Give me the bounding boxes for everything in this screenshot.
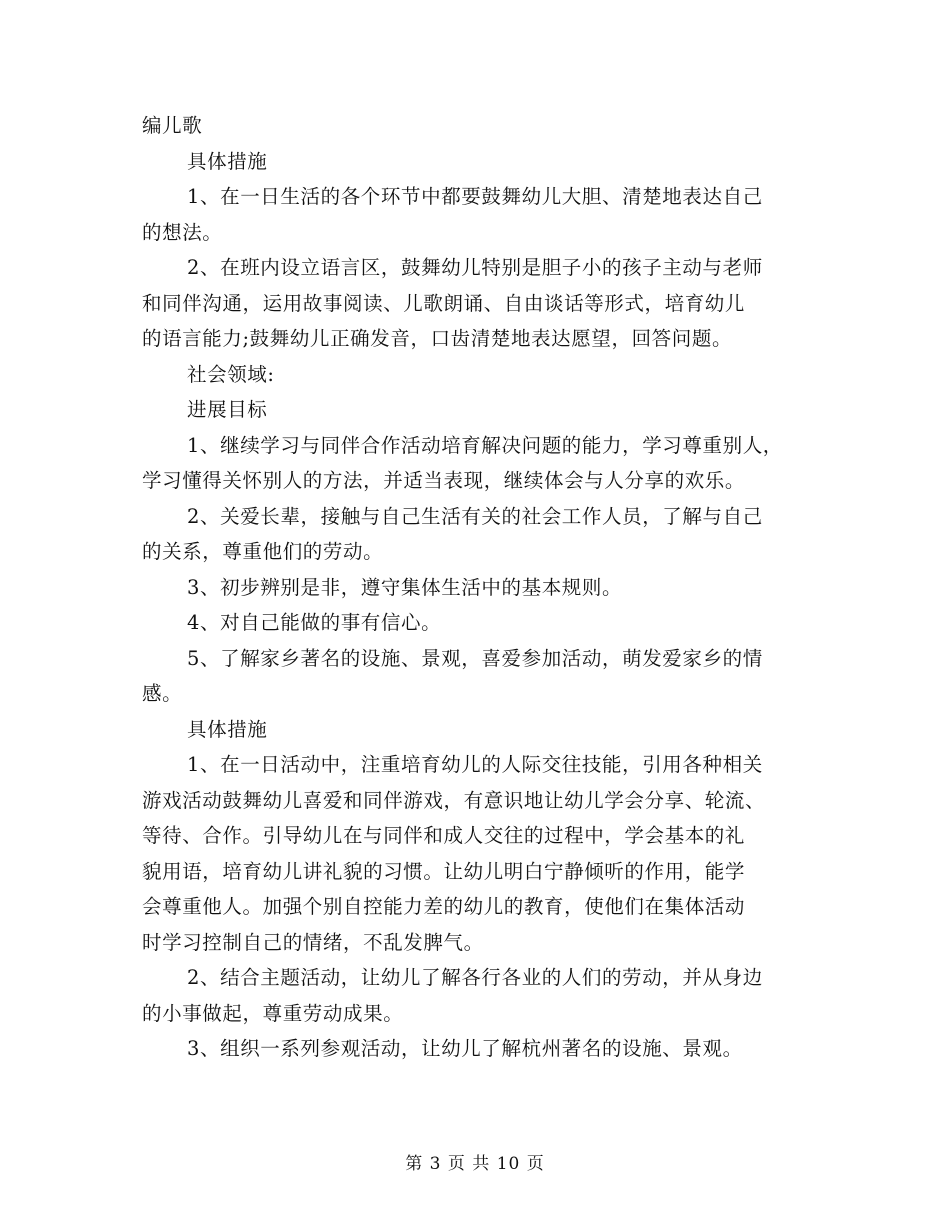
text-line: 感。: [142, 682, 183, 705]
text-line: 1、在一日活动中，注重培育幼儿的人际交往技能，引用各种相关: [187, 753, 763, 776]
text-line: 2、在班内设立语言区，鼓舞幼儿特别是胆子小的孩子主动与老师: [187, 256, 763, 279]
text-line: 编儿歌: [142, 114, 203, 137]
text-line: 貌用语，培育幼儿讲礼貌的习惯。让幼儿明白宁静倾听的作用，能学: [142, 859, 746, 883]
text-line: 游戏活动鼓舞幼儿喜爱和同伴游戏，有意识地让幼儿学会分享、轮流、: [142, 788, 766, 812]
text-line: 等待、合作。引导幼儿在与同伴和成人交往的过程中，学会基本的礼: [142, 824, 746, 847]
text-line: 3、组织一系列参观活动，让幼儿了解杭州著名的设施、景观。: [187, 1037, 743, 1060]
text-line: 学习懂得关怀别人的方法，并适当表现，继续体会与人分享的欢乐。: [142, 469, 746, 492]
page-footer: 第 3 页 共 10 页: [405, 1154, 545, 1174]
text-line: 进展目标: [187, 398, 268, 421]
document-body: [142, 108, 822, 1067]
text-line: 和同伴沟通，运用故事阅读、儿歌朗诵、自由谈话等形式，培育幼儿: [142, 291, 746, 315]
text-line: 的语言能力;鼓舞幼儿正确发音，口齿清楚地表达愿望，回答问题。: [142, 327, 733, 350]
text-line: 的想法。: [142, 220, 223, 244]
text-line: 具体措施: [187, 717, 268, 741]
text-line: 4、对自己能做的事有信心。: [187, 611, 442, 634]
text-line: 时学习控制自己的情绪，不乱发脾气。: [142, 930, 484, 954]
text-line: 会尊重他人。加强个别自控能力差的幼儿的教育，使他们在集体活动: [142, 895, 746, 918]
text-line: 2、关爱长辈，接触与自己生活有关的社会工作人员，了解与自己: [187, 504, 763, 528]
text-line: 1、在一日生活的各个环节中都要鼓舞幼儿大胆、清楚地表达自己: [187, 185, 763, 208]
text-line: 的关系，尊重他们的劳动。: [142, 540, 384, 563]
text-line: 社会领域:: [187, 362, 275, 386]
text-line: 5、了解家乡著名的设施、景观，喜爱参加活动，萌发爱家乡的情: [187, 646, 763, 670]
text-line: 具体措施: [187, 149, 268, 173]
text-line: 2、结合主题活动，让幼儿了解各行各业的人们的劳动，并从身边: [187, 966, 763, 989]
text-line: 3、初步辨别是非，遵守集体生活中的基本规则。: [187, 575, 623, 599]
text-line: 的小事做起，尊重劳动成果。: [142, 1001, 404, 1025]
text-line: 1、继续学习与同伴合作活动培育解决问题的能力，学习尊重别人，: [187, 433, 783, 457]
